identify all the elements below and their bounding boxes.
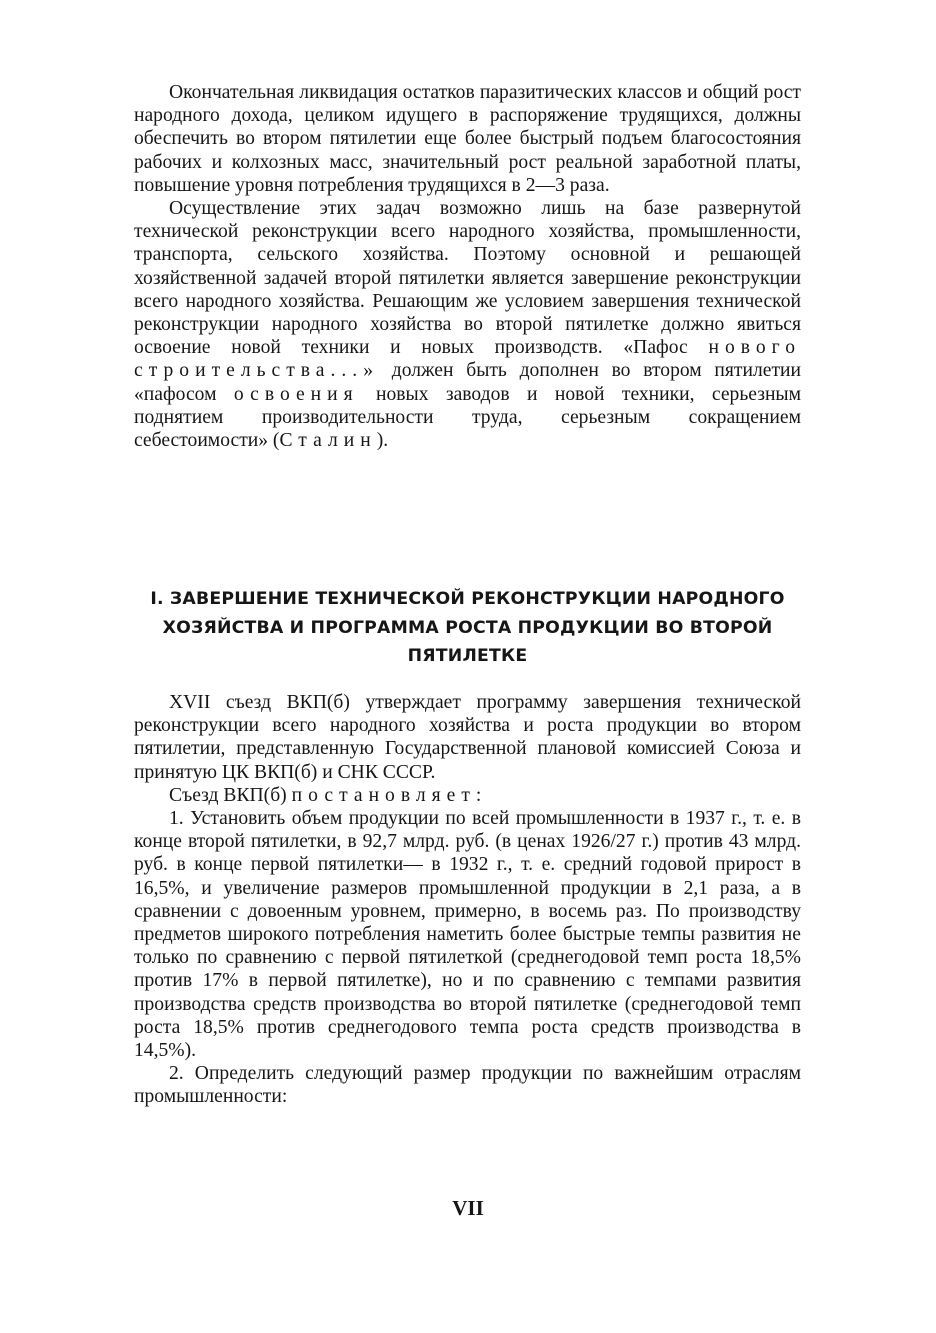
intro-section: [134, 81, 801, 452]
intro-paragraph-2-close: ).: [376, 430, 389, 452]
spaced-quote-new-construction: нового строительства...»: [134, 337, 801, 382]
spaced-author-stalin: Сталин: [279, 430, 377, 452]
body-paragraph-resolves: [134, 784, 801, 807]
resolution-section: [134, 691, 801, 1109]
page-number: VII: [452, 1196, 484, 1220]
spaced-word-mastering: освоения: [233, 383, 359, 405]
intro-paragraph-2-middle: должен быть дополнен во втором пятилетии «пафосом: [134, 360, 801, 405]
body-paragraph-program: XVII съезд ВКП(б) утверждает программу завершения технической реконструкции всего народного хозяйства и роста продукции во втором пятилетии, представленную Государственной плановой комиссией Союза и принятую ЦК ВКП(б) и СНК СССР.: [134, 692, 801, 783]
section-heading: I. ЗАВЕРШЕНИЕ ТЕХНИЧЕСКОЙ РЕКОНСТРУКЦИИ НАРОДНОГО ХОЗЯЙСТВА И ПРОГРАММА РОСТА ПРОДУКЦИИ ВО ВТОРОЙ ПЯТИЛЕТКЕ: [150, 589, 785, 666]
intro-paragraph-1: Окончательная ликвидация остатков паразитических классов и общий рост народного дохода, целиком идущего в распоряжение трудящихся, должны обеспечить во втором пятилетии еще более быстрый подъем благосостояния рабочих и колхозных масс, значительный рост реальной заработной платы, повышение уровня потребления трудящихся в 2—3 раза.: [134, 82, 801, 196]
intro-paragraph-2-end: новых заводов и новой техники, серьезным поднятием производительности труда, серьезным сокращением себестоимости» (: [134, 383, 801, 452]
intro-paragraph-2: [134, 197, 801, 452]
intro-paragraph-2-start: Осуществление этих задач возможно лишь на базе развернутой технической реконструкции всего народного хозяйства, промышленности, транспорта, сельского хозяйства. Поэтому основной и решающей хозяйственной задачей второй пятилетки является завершение реконструкции всего народного хозяйства. Решающим же условием завершения технической реконструкции народного хозяйства во второй пятилетке должно явиться освоение новой техники и новых производств. «Пафос: [134, 198, 801, 359]
resolves-start: Съезд ВКП(б): [169, 784, 292, 806]
spaced-word-resolves: постановляет: [291, 784, 476, 806]
body-paragraph-item-2: 2. Определить следующий размер продукции по важнейшим отраслям промышленности:: [134, 1063, 801, 1108]
body-paragraph-item-1: 1. Установить объем продукции по всей промышленности в 1937 г., т. е. в конце второй пятилетки, в 92,7 млрд. руб. (в ценах 1926/27 г.) против 43 млрд. руб. в конце первой пятилетки— в 1932 г., т. е. средний годовой прирост в 16,5%, и увеличение размеров промышленной продукции в 2,1 раза, а в сравнении с довоенным уровнем, примерно, в восемь раз. По производству предметов широкого потребления наметить более быстрые темпы развития не только по сравнению с первой пятилеткой (среднегодовой темп роста 18,5% против 17% в первой пятилетке), но и по сравнению с темпами развития производства средств производства во второй пятилетке (среднегодовой темп роста 18,5% против среднегодового темпа роста средств производства в 14,5%).: [134, 808, 801, 1062]
resolves-end: :: [475, 784, 482, 806]
